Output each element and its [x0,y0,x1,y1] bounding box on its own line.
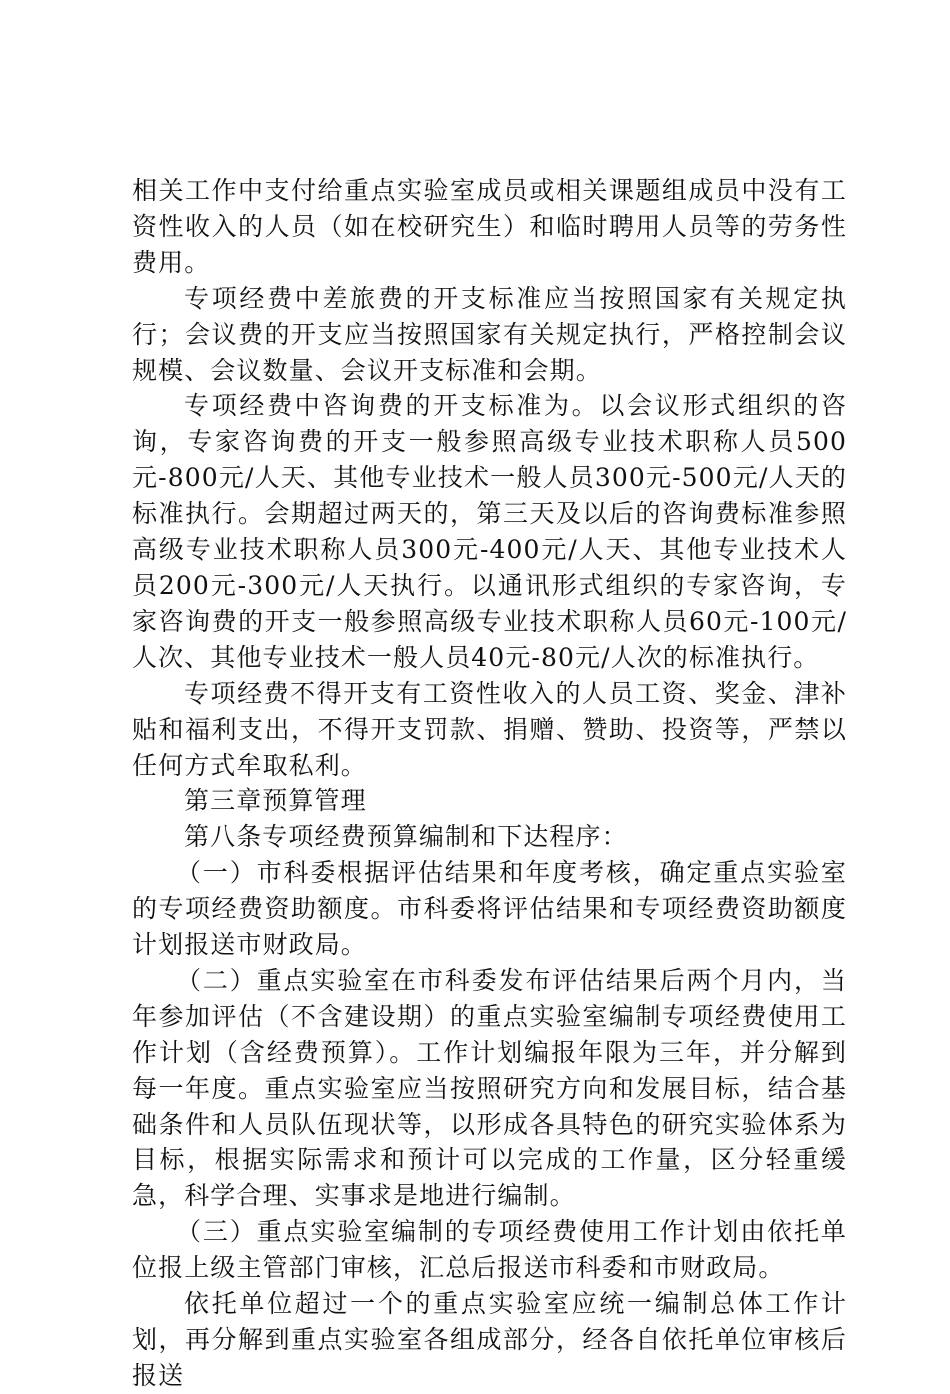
paragraph-consulting-fees: 专项经费中咨询费的开支标准为。以会议形式组织的咨询，专家咨询费的开支一般参照高级专业技术职称人员500元-800元/人天、其他专业技术一般人员300元-500元/人天的标准执行。会期超过两天的，第三天及以后的咨询费标准参照高级专业技术职称人员300元-400元/人天、其他专业技术人员200元-300元/人天执行。以通讯形式组织的专家咨询，专家咨询费的开支一般参照高级专业技术职称人员60元-100元/人次、其他专业技术一般人员40元-80元/人次的标准执行。 [132,391,847,672]
article-heading: 第八条专项经费预算编制和下达程序： [184,822,628,852]
paragraph-item-two: （二）重点实验室在市科委发布评估结果后两个月内，当年参加评估（不含建设期）的重点实验室编制专项经费使用工作计划（含经费预算）。工作计划编报年限为三年，并分解到每一年度。重点实验室应当按照研究方向和发展目标，结合基础条件和人员队伍现状等，以形成各具特色的研究实验体系为目标，根据实际需求和预计可以完成的工作量，区分轻重缓急，科学合理、实事求是地进行编制。 [132,965,847,1211]
document-body [132,173,847,1394]
paragraph-travel-meeting-fees: 专项经费中差旅费的开支标准应当按照国家有关规定执行；会议费的开支应当按照国家有关规定执行，严格控制会议规模、会议数量、会议开支标准和会期。 [132,283,847,385]
paragraph-prohibited-expenses: 专项经费不得开支有工资性收入的人员工资、奖金、津补贴和福利支出，不得开支罚款、捐赠、赞助、投资等，严禁以任何方式牟取私利。 [132,678,847,780]
chapter-heading: 第三章预算管理 [184,786,367,816]
paragraph-item-one: （一）市科委根据评估结果和年度考核，确定重点实验室的专项经费资助额度。市科委将评估结果和专项经费资助额度计划报送市财政局。 [132,858,847,960]
paragraph-multiple-units: 依托单位超过一个的重点实验室应统一编制总体工作计划，再分解到重点实验室各组成部分，经各自依托单位审核后报送 [132,1289,847,1390]
paragraph-labor-fees: 相关工作中支付给重点实验室成员或相关课题组成员中没有工资性收入的人员（如在校研究生）和临时聘用人员等的劳务性费用。 [132,176,847,277]
paragraph-item-three: （三）重点实验室编制的专项经费使用工作计划由依托单位报上级主管部门审核，汇总后报送市科委和市财政局。 [132,1217,847,1283]
